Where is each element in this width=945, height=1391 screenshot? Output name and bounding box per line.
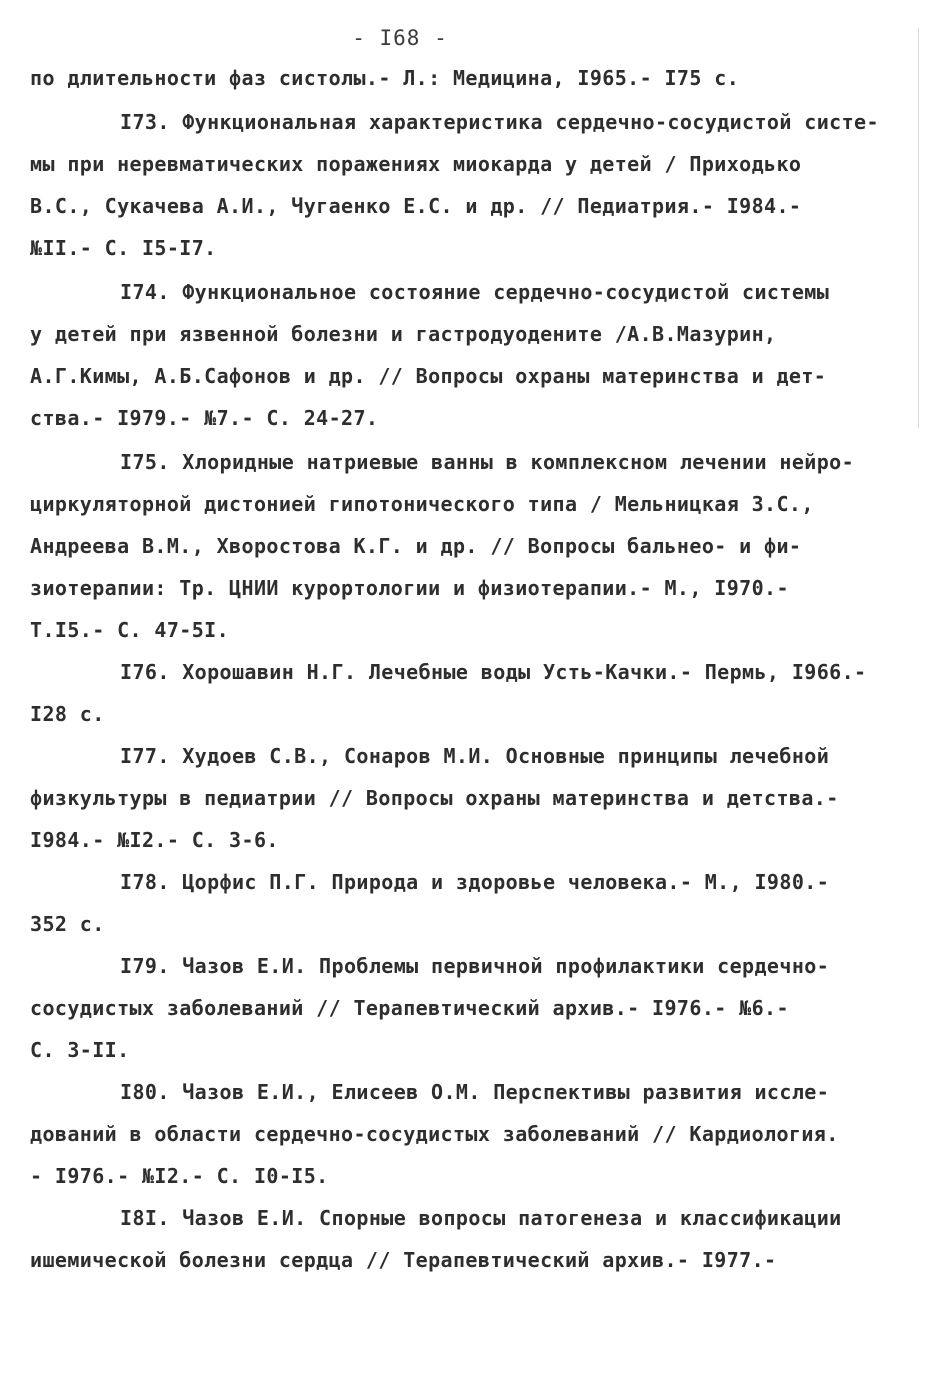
text-line: физкультуры в педиатрии // Вопросы охраны материнства и детства.- <box>30 786 839 810</box>
text-line: I28 с. <box>30 702 105 726</box>
text-line: по длительности фаз систолы.- Л.: Медицина, I965.- I75 с. <box>30 66 740 90</box>
bibliography-entry-173: I73. Функциональная характеристика сердечно-сосудистой систе- <box>120 110 879 134</box>
bibliography-entry-178: I78. Цорфис П.Г. Природа и здоровье человека.- М., I980.- <box>120 870 830 894</box>
text-line: В.С., Сукачева А.И., Чугаенко Е.С. и др. // Педиатрия.- I984.- <box>30 194 802 218</box>
text-line: ства.- I979.- №7.- С. 24-27. <box>30 406 379 430</box>
text-line: С. 3-II. <box>30 1038 130 1062</box>
bibliography-entry-174: I74. Функциональное состояние сердечно-сосудистой системы <box>120 280 830 304</box>
bibliography-entry-180: I80. Чазов Е.И., Елисеев О.М. Перспективы развития иссле- <box>120 1080 830 1104</box>
text-line: 352 с. <box>30 912 105 936</box>
text-line: - I976.- №I2.- С. I0-I5. <box>30 1164 329 1188</box>
bibliography-entry-176: I76. Хорошавин Н.Г. Лечебные воды Усть-Качки.- Пермь, I966.- <box>120 660 867 684</box>
text-line: дований в области сердечно-сосудистых заболеваний // Кардиология. <box>30 1122 839 1146</box>
text-line: Т.I5.- С. 47-5I. <box>30 618 230 642</box>
bibliography-entry-179: I79. Чазов Е.И. Проблемы первичной профилактики сердечно- <box>120 954 830 978</box>
scan-edge-line <box>918 28 919 428</box>
text-line: А.Г.Кимы, А.Б.Сафонов и др. // Вопросы охраны материнства и дет- <box>30 364 827 388</box>
text-line: №II.- С. I5-I7. <box>30 236 217 260</box>
text-line: циркуляторной дистонией гипотонического типа / Мельницкая З.С., <box>30 492 814 516</box>
text-line: Андреева В.М., Хворостова К.Г. и др. // Вопросы бальнео- и фи- <box>30 534 802 558</box>
bibliography-entry-175: I75. Хлоридные натриевые ванны в комплексном лечении нейро- <box>120 450 855 474</box>
page-number: - I68 - <box>352 26 448 50</box>
bibliography-entry-177: I77. Худоев С.В., Сонаров М.И. Основные принципы лечебной <box>120 744 830 768</box>
text-line: сосудистых заболеваний // Терапевтический архив.- I976.- №6.- <box>30 996 789 1020</box>
text-line: мы при неревматических поражениях миокарда у детей / Приходько <box>30 152 802 176</box>
text-line: зиотерапии: Тр. ЦНИИ курортологии и физиотерапии.- М., I970.- <box>30 576 789 600</box>
bibliography-entry-181: I8I. Чазов Е.И. Спорные вопросы патогенеза и классификации <box>120 1206 842 1230</box>
text-line: I984.- №I2.- С. 3-6. <box>30 828 279 852</box>
text-line: ишемической болезни сердца // Терапевтический архив.- I977.- <box>30 1248 777 1272</box>
text-line: у детей при язвенной болезни и гастродуодените /А.В.Мазурин, <box>30 322 777 346</box>
